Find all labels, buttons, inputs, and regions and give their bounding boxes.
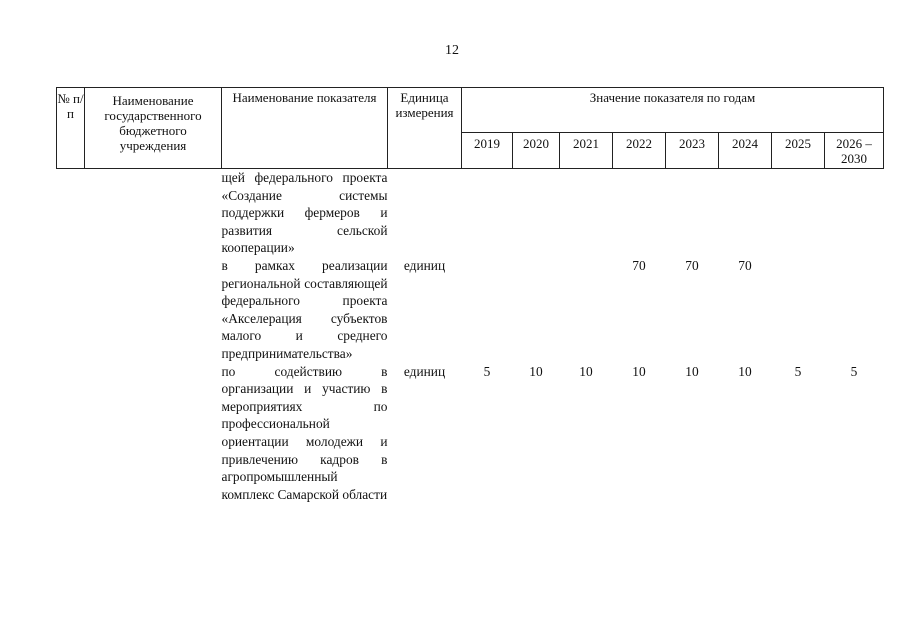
cell-num (57, 169, 85, 257)
cell-institution (85, 257, 222, 363)
header-year: 2019 (462, 133, 513, 169)
cell-value (560, 169, 613, 257)
cell-value (462, 257, 513, 363)
page-number: 12 (445, 43, 459, 58)
cell-value: 10 (685, 363, 699, 379)
cell-value: 10 (529, 363, 543, 379)
cell-value (560, 257, 613, 363)
cell-value: 5 (850, 363, 858, 379)
cell-indicator: щей федерального проекта «Создание системы поддержки фермеров и развития сельской кооперации» (221, 170, 388, 256)
indicators-table (56, 87, 884, 503)
cell-num (57, 257, 85, 363)
cell-value (666, 169, 719, 257)
header-year: 2024 (719, 133, 772, 169)
cell-indicator: по содействию в организации и участию в мероприятиях по профессиональной ориентации молодежи и привлечению кадров в агропромышленный комплекс Самарской области (221, 363, 388, 502)
cell-unit (388, 169, 462, 257)
cell-value: 5 (794, 363, 802, 379)
cell-value: 70 (685, 257, 699, 273)
header-year: 2026 – 2030 (825, 133, 884, 169)
cell-value: 10 (632, 363, 646, 379)
cell-value (462, 169, 513, 257)
table-header (57, 88, 884, 169)
cell-value (772, 257, 825, 363)
header-unit: Единица измерения (388, 88, 462, 169)
cell-value (825, 169, 884, 257)
cell-value: 10 (738, 363, 752, 379)
table-row (57, 257, 884, 363)
cell-value (613, 169, 666, 257)
cell-value: 10 (579, 363, 593, 379)
header-year: 2023 (666, 133, 719, 169)
cell-value (513, 257, 560, 363)
cell-num (57, 363, 85, 504)
cell-unit: единиц (403, 363, 446, 379)
table-row (57, 169, 884, 257)
cell-unit: единиц (403, 257, 446, 273)
cell-value: 5 (483, 363, 491, 379)
table-row (57, 363, 884, 504)
cell-value: 70 (632, 257, 646, 273)
cell-indicator: в рамках реализации региональной составляющей федерального проекта «Акселерация субъектов малого и среднего предпринимательства» (221, 257, 388, 361)
header-year: 2025 (772, 133, 825, 169)
cell-institution (85, 363, 222, 504)
table-body (57, 169, 884, 504)
header-year: 2020 (513, 133, 560, 169)
cell-value (513, 169, 560, 257)
cell-institution (85, 169, 222, 257)
header-year: 2022 (613, 133, 666, 169)
header-indicator: Наименование показателя (222, 88, 388, 169)
header-institution: Наименование государственного бюджетного учреждения (85, 88, 222, 169)
header-num: № п/п (57, 88, 85, 169)
header-year: 2021 (560, 133, 613, 169)
cell-value (772, 169, 825, 257)
cell-value (825, 257, 884, 363)
header-values-group: Значение показателя по годам (462, 88, 884, 133)
cell-value (719, 169, 772, 257)
cell-value: 70 (738, 257, 752, 273)
